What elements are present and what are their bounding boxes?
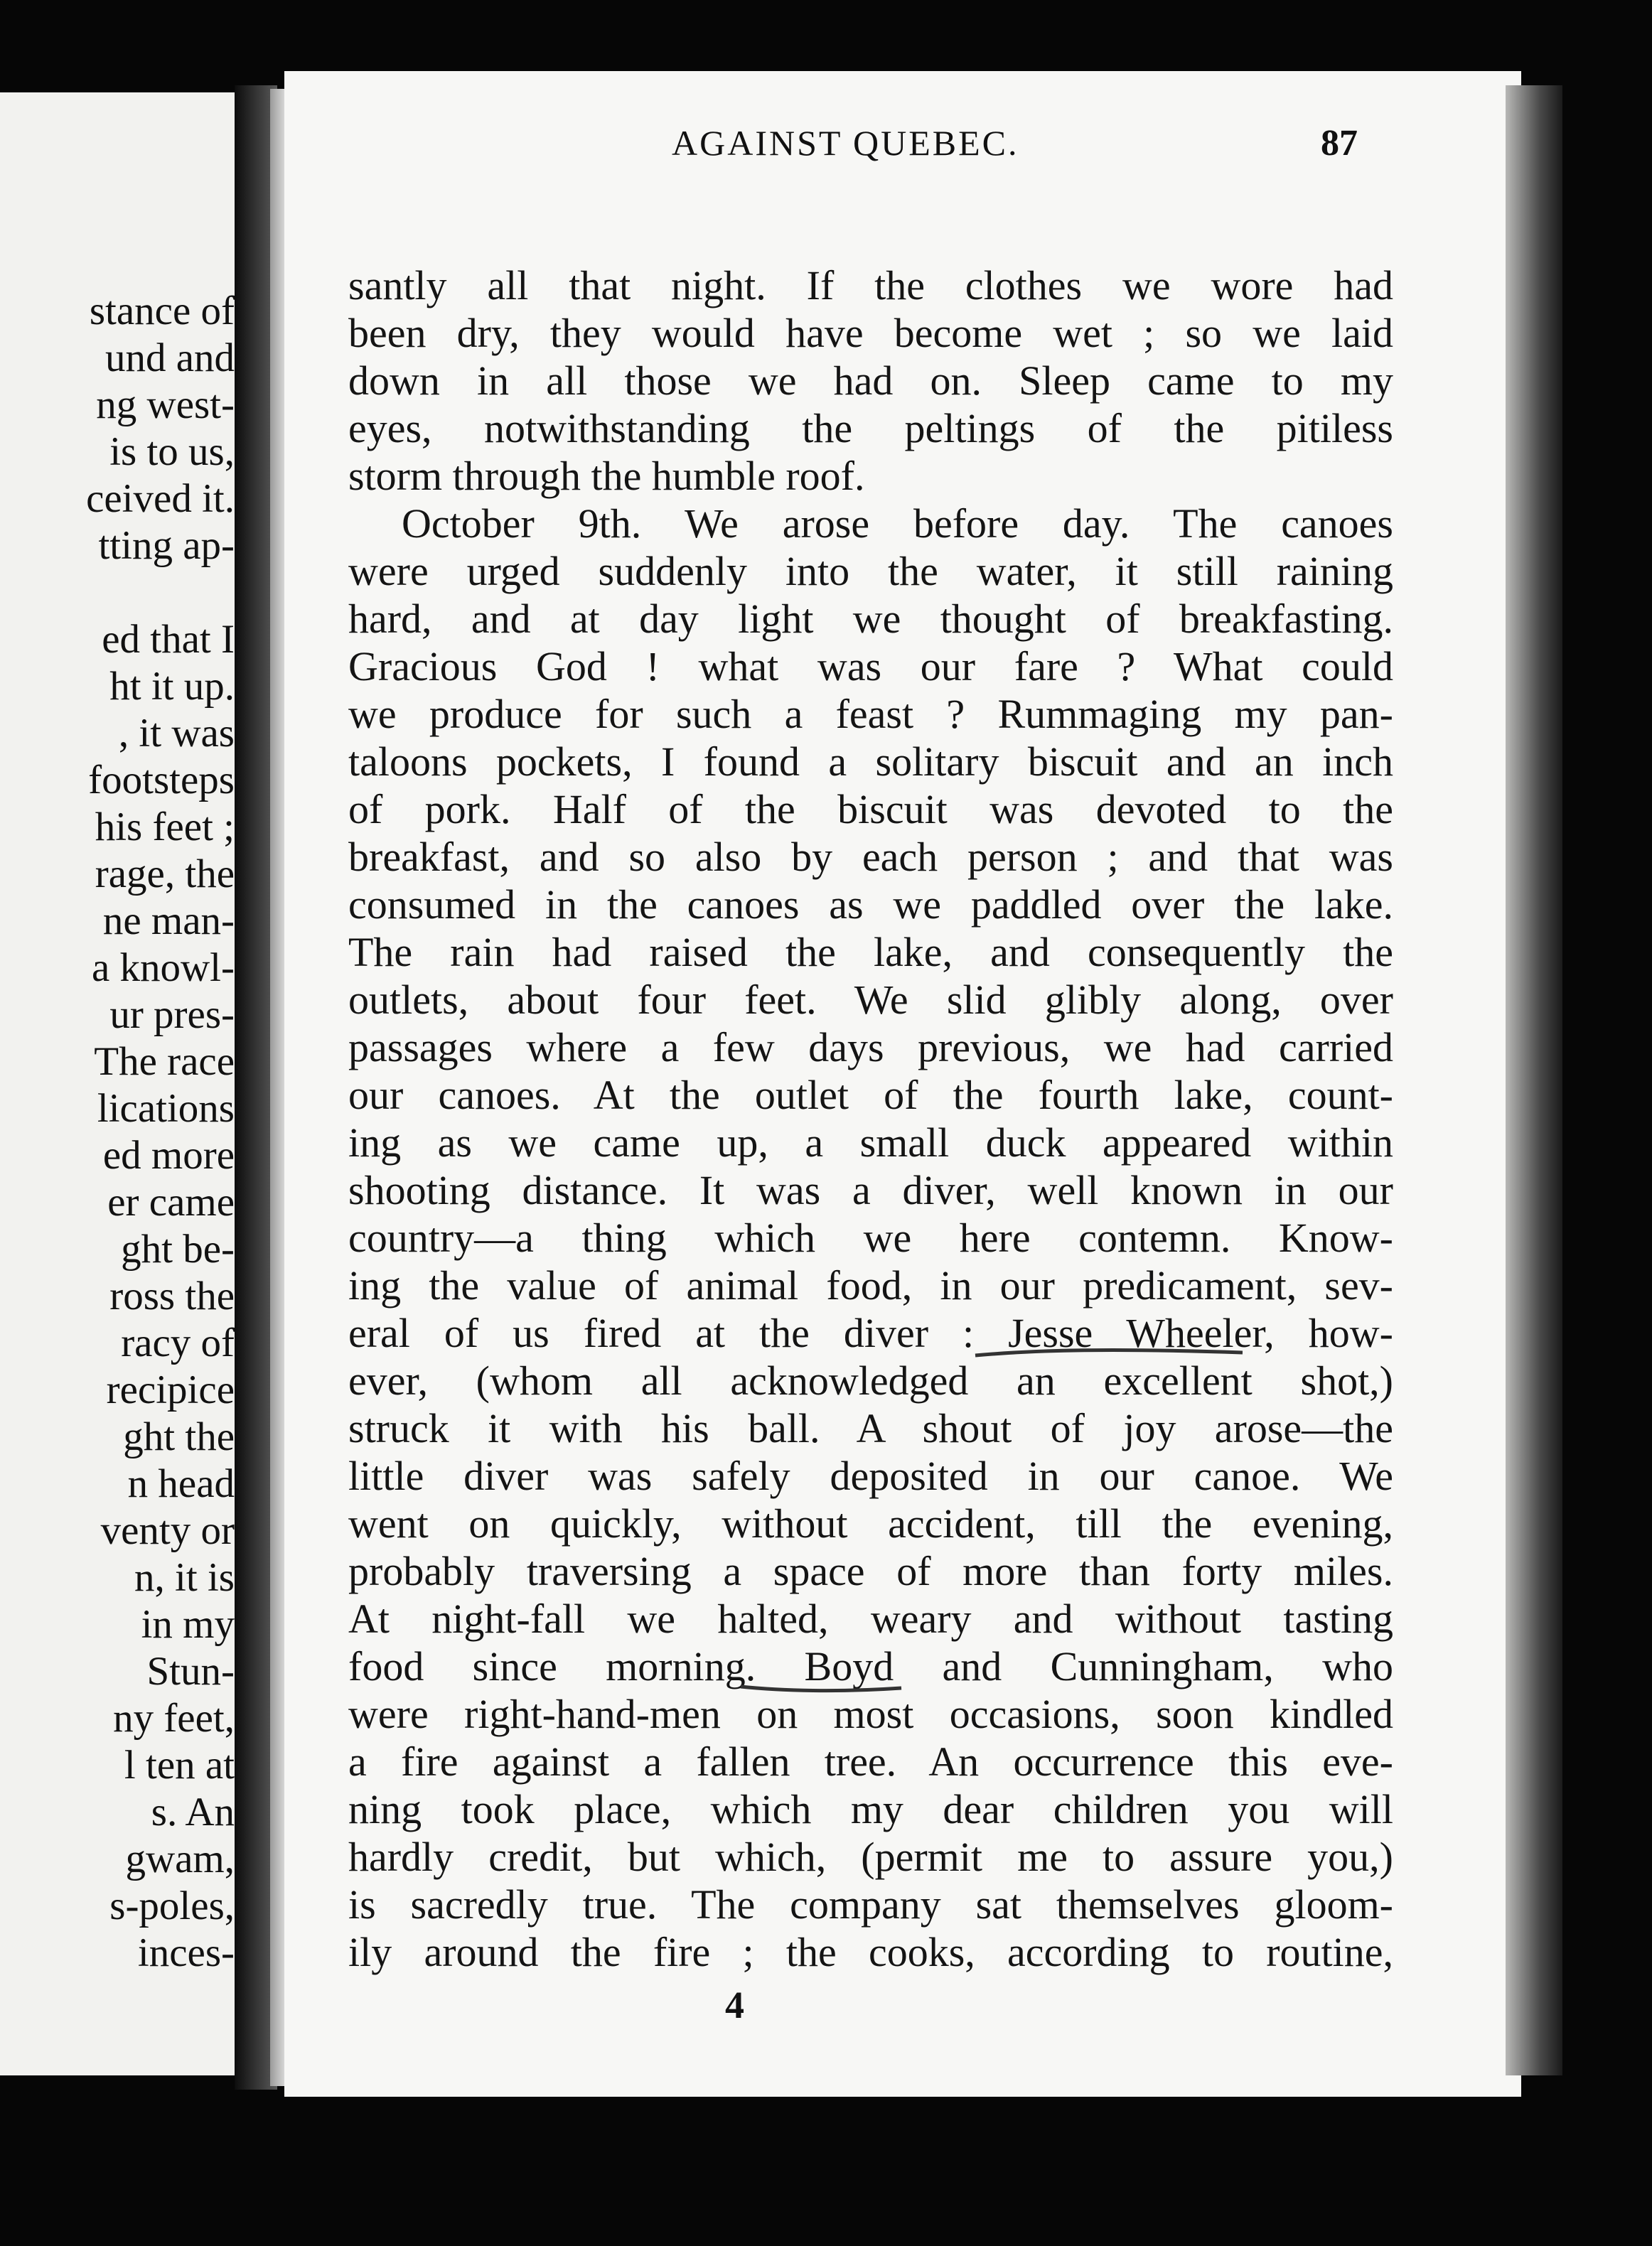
text-line: ing as we came up, a small duck appeared within [348,1119,1393,1166]
left-page-line: The race [94,1039,235,1084]
left-page-line: a knowl- [91,945,235,990]
text-line: The rain had raised the lake, and consequently the [348,929,1393,975]
left-page-line: recipice [106,1368,235,1412]
left-page-line: n, it is [134,1555,235,1600]
text-line: probably traversing a space of more than forty miles. [348,1548,1393,1594]
text-line: eral of us fired at the diver : Jesse Wheeler, how- [348,1310,1393,1356]
text-line: October 9th. We arose before day. The canoes [402,500,1393,547]
left-page-line: stance of [89,289,235,333]
text-line: ning took place, which my dear children you will [348,1786,1393,1832]
left-page-line: venty or [100,1508,235,1553]
text-line: santly all that night. If the clothes we wore had [348,262,1393,308]
text-line: food since morning. Boyd and Cunningham, who [348,1643,1393,1689]
left-page-line: footsteps [88,758,235,802]
text-line: consumed in the canoes as we paddled over the lake. [348,881,1393,928]
text-line: went on quickly, without accident, till the evening, [348,1500,1393,1547]
left-page-line: und and [104,335,235,380]
text-line: our canoes. At the outlet of the fourth lake, count- [348,1072,1393,1118]
left-page-line: racy of [121,1321,235,1365]
left-page-line: is to us, [109,429,235,474]
text-line: down in all those we had on. Sleep came to my [348,358,1393,404]
text-line: were urged suddenly into the water, it still raining [348,548,1393,594]
left-page-line: s-poles, [109,1884,235,1928]
left-page-line: ed that I [102,617,235,662]
left-page-line: n head [127,1461,235,1506]
left-page-line: gwam, [125,1837,235,1881]
left-page-line: l ten at [124,1743,235,1788]
left-page-line: ht it up. [109,664,235,709]
left-page-line: ne man- [102,898,235,943]
left-page-line: ght the [123,1414,235,1459]
page-number: 87 [1321,123,1358,163]
left-page-line: ny feet, [113,1696,235,1741]
left-page-line: ceived it. [86,476,235,521]
text-line: storm through the humble roof. [348,453,865,499]
text-line: we produce for such a feast ? Rummaging my pan- [348,691,1393,737]
signature-mark: 4 [725,1984,744,2026]
left-page-line: ng west- [96,382,235,427]
ink-underline-mark-boyd [739,1681,903,1695]
text-line: At night-fall we halted, weary and without tasting [348,1596,1393,1642]
left-page-line: in my [141,1602,235,1647]
text-line: taloons pockets, I found a solitary biscuit and an inch [348,738,1393,785]
text-line: Gracious God ! what was our fare ? What could [348,643,1393,689]
running-head [384,122,1358,179]
text-line: is sacredly true. The company sat themselves gloom- [348,1881,1393,1928]
left-page-line: ght be- [121,1227,235,1272]
text-line: ily around the fire ; the cooks, according to routine, [348,1929,1393,1975]
body-text [348,262,1393,1976]
page-edge [1506,85,1562,2075]
left-page-line: ross the [109,1274,235,1318]
text-line: hardly credit, but which, (permit me to assure you,) [348,1834,1393,1880]
text-line: eyes, notwithstanding the peltings of the pitiless [348,405,1393,451]
text-line: country—a thing which we here contemn. Know- [348,1215,1393,1261]
left-page-line: , it was [118,711,235,756]
text-line: outlets, about four feet. We slid glibly along, over [348,977,1393,1023]
text-line: hard, and at day light we thought of breakfasting. [348,596,1393,642]
ink-underline-mark [974,1347,1244,1360]
text-line: struck it with his ball. A shout of joy arose—the [348,1405,1393,1451]
left-page-line: Stun- [146,1649,235,1694]
text-line: little diver was safely deposited in our canoe. We [348,1453,1393,1499]
left-page-line: ur pres- [109,992,235,1037]
left-page-line: inces- [137,1930,235,1975]
running-head-title: AGAINST QUEBEC. [672,123,1019,163]
text-line: passages where a few days previous, we had carried [348,1024,1393,1070]
text-line: shooting distance. It was a diver, well known in our [348,1167,1393,1213]
left-page-line: ed more [102,1133,235,1178]
left-page-line: rage, the [95,851,235,896]
text-line: been dry, they would have become wet ; so we laid [348,310,1393,356]
text-line: ever, (whom all acknowledged an excellent shot,) [348,1358,1393,1404]
text-line: a fire against a fallen tree. An occurrence this eve- [348,1739,1393,1785]
left-page-line [86,569,235,616]
text-line: breakfast, and so also by each person ; and that was [348,834,1393,880]
text-line: were right-hand-men on most occasions, soon kindled [348,1691,1393,1737]
left-page-line: s. An [151,1790,235,1834]
left-page-line: his feet ; [95,805,235,849]
text-line: of pork. Half of the biscuit was devoted to the [348,786,1393,832]
text-line: ing the value of animal food, in our predicament, sev- [348,1262,1393,1309]
left-page-line: er came [107,1180,235,1225]
left-page [0,92,235,2075]
left-page-line: tting ap- [98,523,235,568]
left-page-text [86,288,235,1977]
left-page-line: lications [97,1086,235,1131]
